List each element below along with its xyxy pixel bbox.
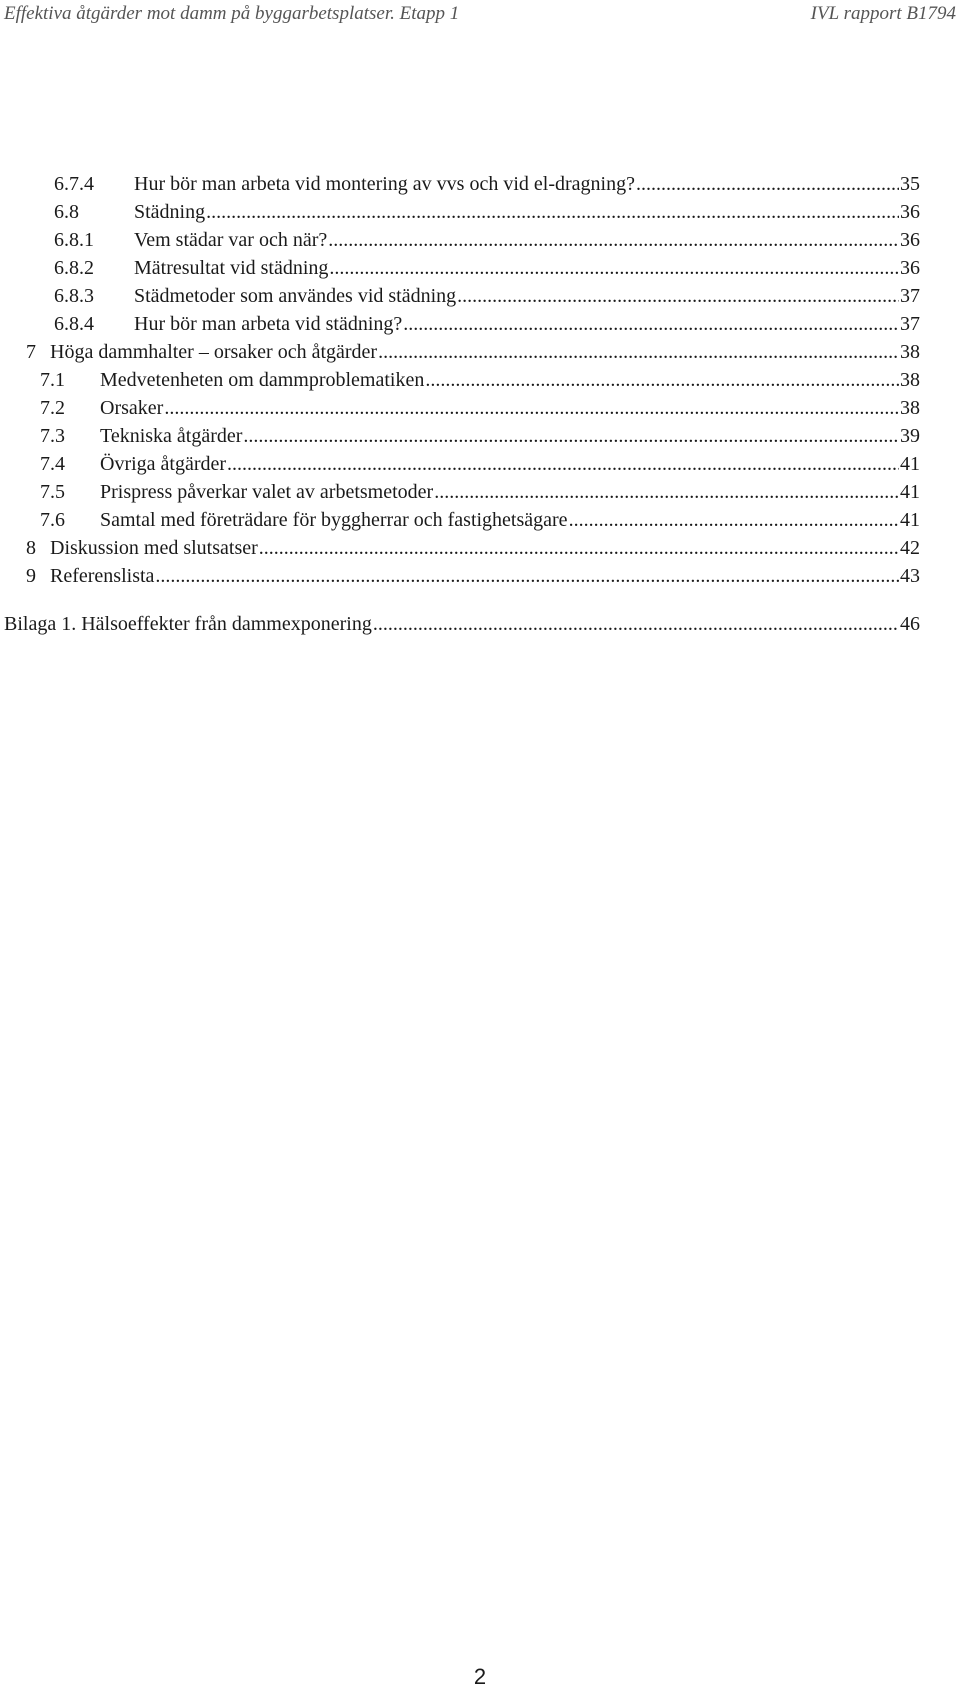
toc-title: Övriga åtgärder <box>100 453 227 475</box>
toc-title: Referenslista <box>50 565 155 587</box>
toc-leader <box>206 198 899 226</box>
toc-number: 9 <box>26 565 36 587</box>
toc-leader <box>403 310 899 338</box>
toc-number: 6.8.1 <box>54 229 94 251</box>
toc-title: Hur bör man arbeta vid montering av vvs och vid el-dragning? <box>134 173 635 195</box>
toc-entry-6-8-3[interactable] <box>54 282 920 310</box>
toc-title: Vem städar var och när? <box>134 229 328 251</box>
toc-title: Bilaga 1. Hälsoeffekter från dammexponering <box>4 613 372 635</box>
toc-title: Prispress påverkar valet av arbetsmetoder <box>100 481 434 503</box>
toc-title: Höga dammhalter – orsaker och åtgärder <box>50 341 378 363</box>
toc-entry-7-1[interactable] <box>40 366 920 394</box>
toc-entry-6-8-4[interactable] <box>54 310 920 338</box>
toc-number: 6.8.4 <box>54 313 94 335</box>
toc-entry-6-8[interactable] <box>54 198 920 226</box>
toc-entry-bilaga-1[interactable] <box>4 610 920 638</box>
toc-number: 7.4 <box>40 453 65 475</box>
toc-page: 36 <box>900 201 920 223</box>
toc-page: 36 <box>900 229 920 251</box>
toc-leader <box>243 422 899 450</box>
toc-number: 6.8 <box>54 201 79 223</box>
toc-title: Städning <box>134 201 206 223</box>
toc-page: 36 <box>900 257 920 279</box>
running-header-title: Effektiva åtgärder mot damm på byggarbetsplatser. Etapp 1 <box>4 3 460 24</box>
toc-title: Tekniska åtgärder <box>100 425 243 447</box>
toc-number: 7 <box>26 341 36 363</box>
toc-title: Hur bör man arbeta vid städning? <box>134 313 403 335</box>
toc-leader <box>434 478 899 506</box>
toc-number: 7.2 <box>40 397 65 419</box>
toc-entry-6-8-2[interactable] <box>54 254 920 282</box>
page-number: 2 <box>473 1664 487 1689</box>
toc-leader <box>259 534 899 562</box>
toc-leader <box>328 226 899 254</box>
toc-page: 37 <box>900 285 920 307</box>
toc-number: 7.6 <box>40 509 65 531</box>
toc-entry-8[interactable] <box>26 534 920 562</box>
toc-entry-7[interactable] <box>26 338 920 366</box>
toc-leader <box>155 562 899 590</box>
toc-leader <box>227 450 899 478</box>
toc-page: 38 <box>900 341 920 363</box>
toc-number: 6.7.4 <box>54 173 94 195</box>
toc-page: 46 <box>900 613 920 635</box>
toc-number: 8 <box>26 537 36 559</box>
toc-entry-7-2[interactable] <box>40 394 920 422</box>
toc-leader <box>457 282 899 310</box>
toc-entry-7-6[interactable] <box>40 506 920 534</box>
toc-entry-7-4[interactable] <box>40 450 920 478</box>
toc-number: 7.3 <box>40 425 65 447</box>
toc-number: 6.8.3 <box>54 285 94 307</box>
toc-page: 41 <box>900 453 920 475</box>
toc-title: Mätresultat vid städning <box>134 257 329 279</box>
toc-leader <box>164 394 899 422</box>
toc-page: 42 <box>900 537 920 559</box>
toc-page: 38 <box>900 397 920 419</box>
toc-entry-7-3[interactable] <box>40 422 920 450</box>
toc-leader <box>378 338 899 366</box>
toc-leader <box>425 366 899 394</box>
toc-leader <box>373 610 899 638</box>
toc-page: 35 <box>900 173 920 195</box>
toc-leader <box>329 254 899 282</box>
toc-number: 7.1 <box>40 369 65 391</box>
toc-entry-9[interactable] <box>26 562 920 590</box>
toc-title: Samtal med företrädare för byggherrar och fastighetsägare <box>100 509 568 531</box>
toc-title: Städmetoder som användes vid städning <box>134 285 457 307</box>
toc-page: 37 <box>900 313 920 335</box>
toc-page: 41 <box>900 509 920 531</box>
running-header-report-id: IVL rapport B1794 <box>810 3 956 24</box>
toc-number: 7.5 <box>40 481 65 503</box>
toc-leader <box>569 506 899 534</box>
toc-page: 43 <box>900 565 920 587</box>
toc-title: Orsaker <box>100 397 164 419</box>
toc-page: 38 <box>900 369 920 391</box>
toc-title: Diskussion med slutsatser <box>50 537 258 559</box>
toc-number: 6.8.2 <box>54 257 94 279</box>
toc-page: 41 <box>900 481 920 503</box>
toc-entry-7-5[interactable] <box>40 478 920 506</box>
toc-page: 39 <box>900 425 920 447</box>
toc-entry-6-8-1[interactable] <box>54 226 920 254</box>
toc-title: Medvetenheten om dammproblematiken <box>100 369 425 391</box>
toc-entry-6-7-4[interactable] <box>54 170 920 198</box>
toc-leader <box>636 170 899 198</box>
